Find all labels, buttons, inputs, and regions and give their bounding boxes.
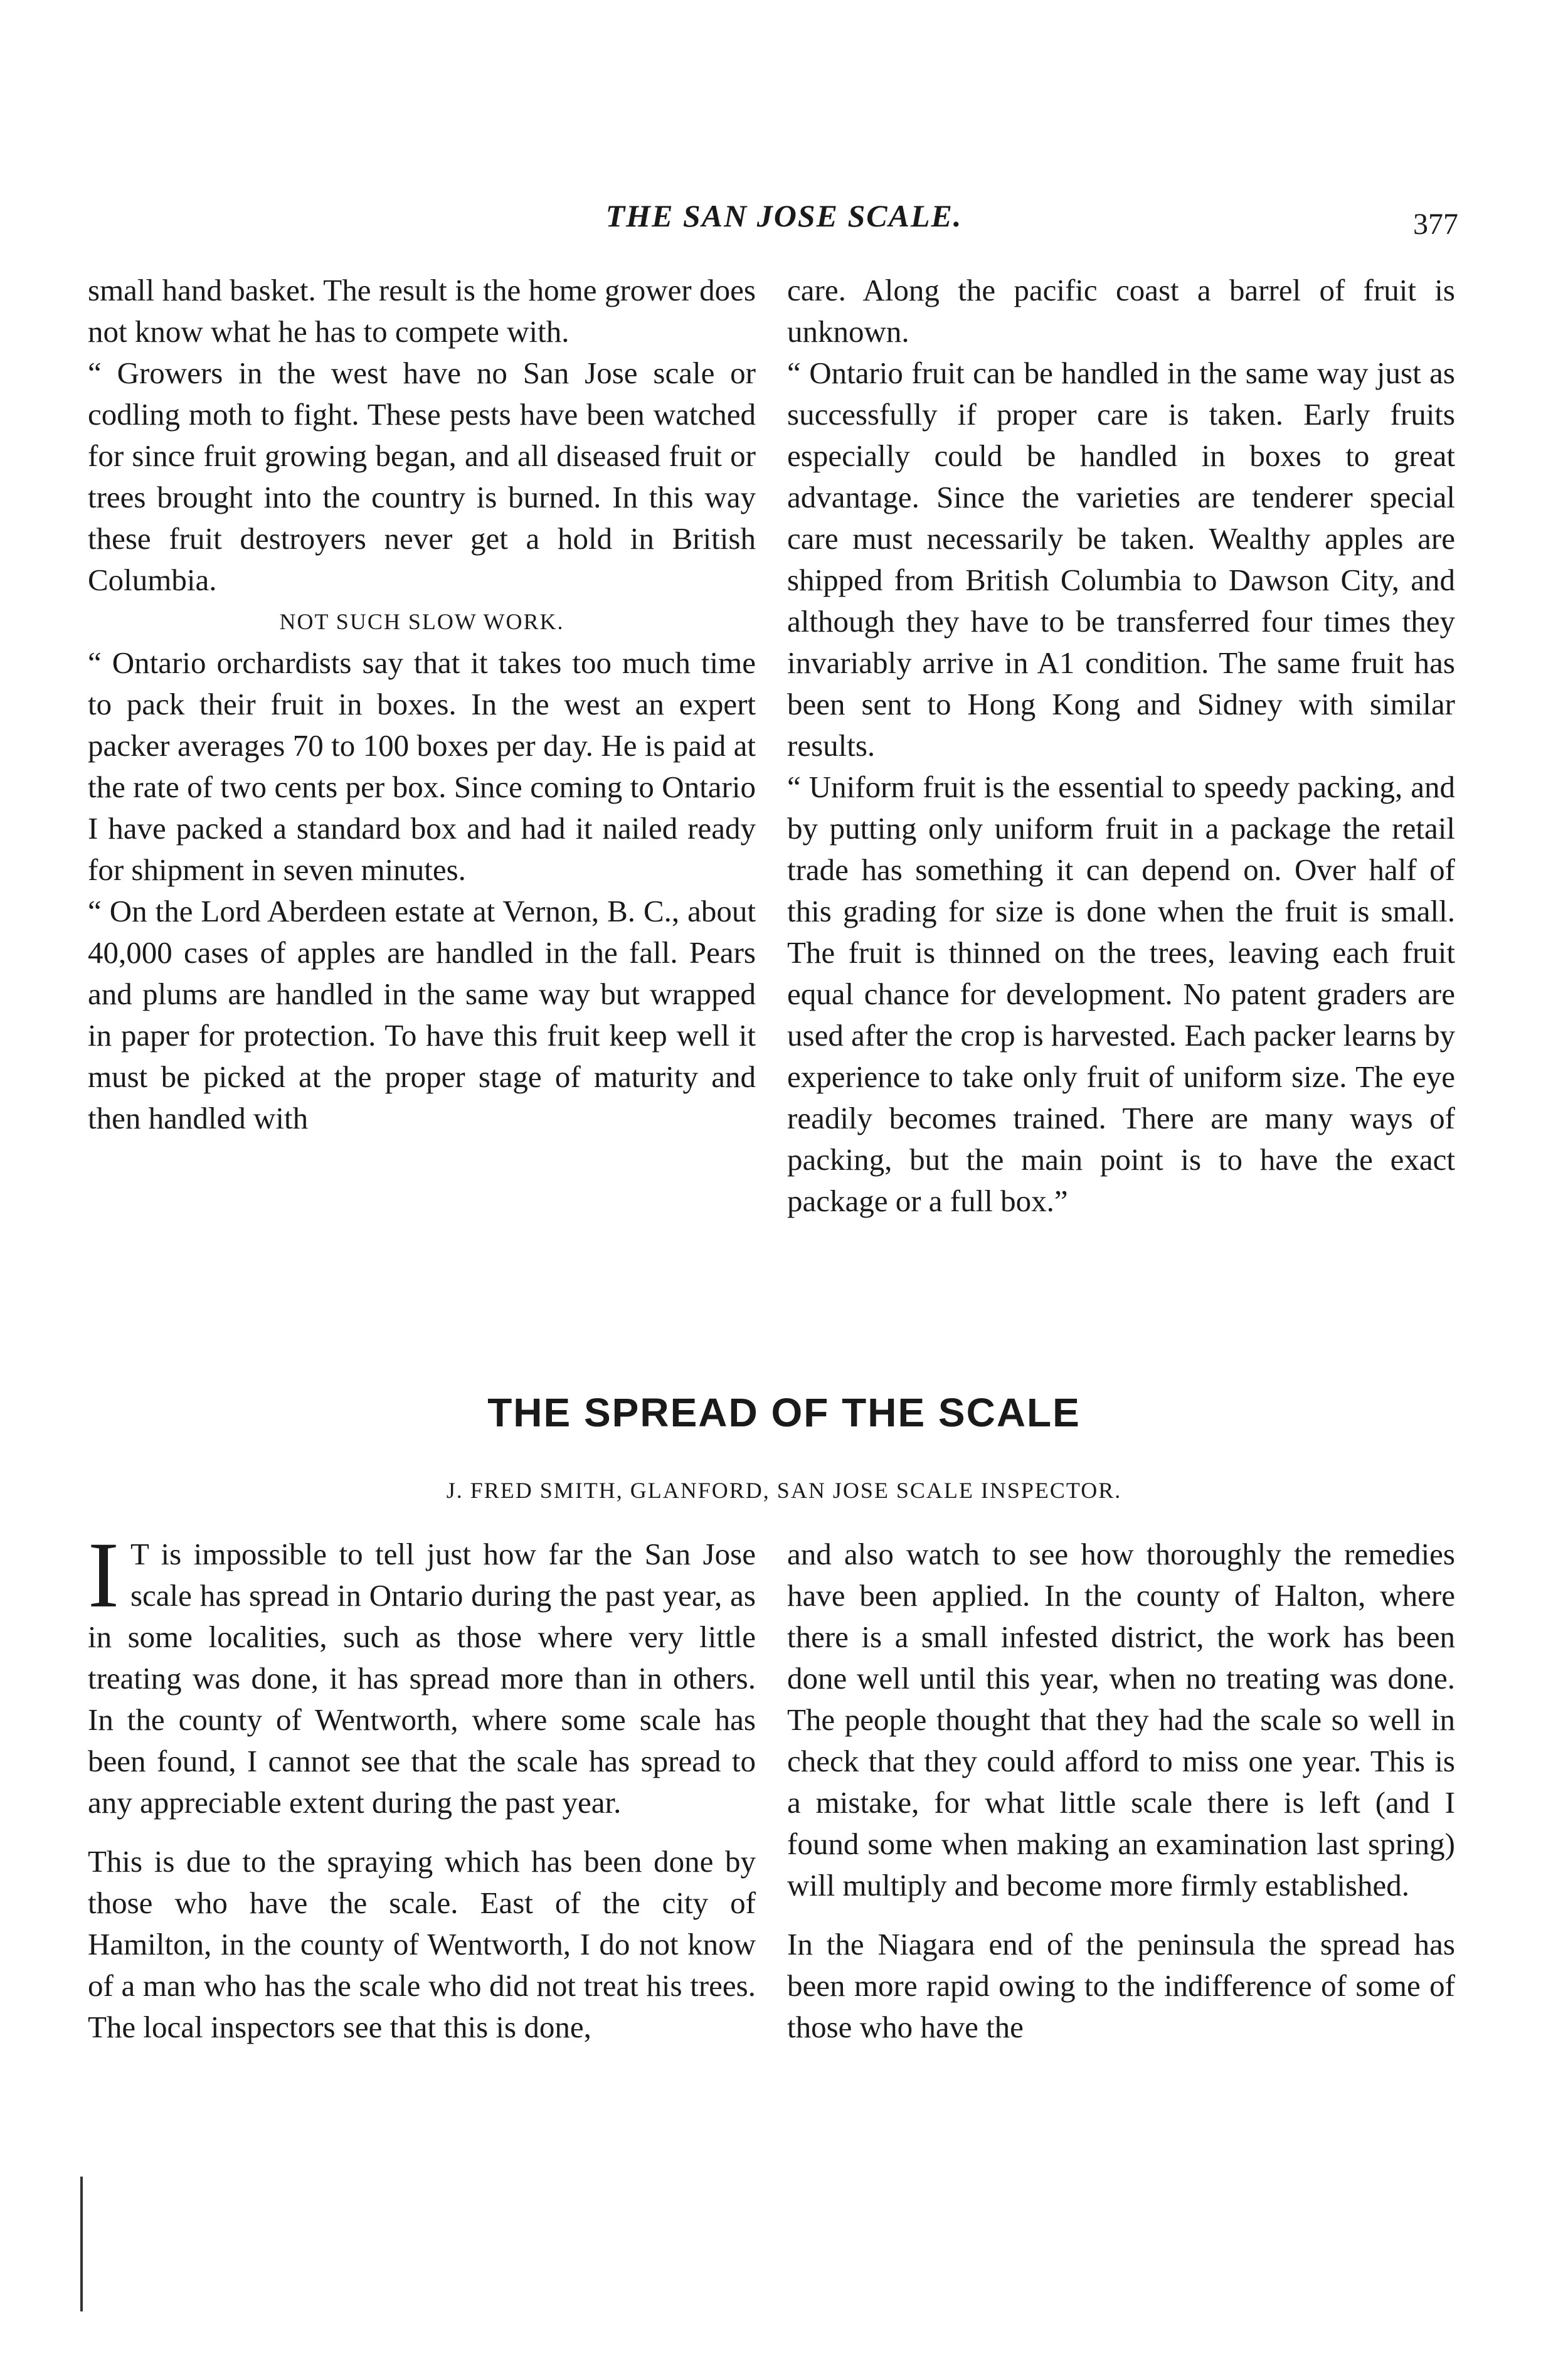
article-byline: J. FRED SMITH, GLANFORD, SAN JOSE SCALE INSPECTOR. [446, 1478, 1122, 1503]
paragraph: small hand basket. The result is the home grower does not know what he has to compete with. [88, 273, 756, 349]
article-left-column [88, 1523, 756, 2048]
previous-article-left-column [88, 270, 756, 1139]
paragraph [88, 1523, 756, 1823]
paragraph: “ Growers in the west have no San Jose scale or codling moth to fight. These pests have been watched for since fruit growing began, and all diseased fruit or trees brought into the country is burned. In this way these fruit destroyers never get a hold in British Columbia. [88, 356, 756, 597]
paragraph: care. Along the pacific coast a barrel of fruit is unknown. [787, 273, 1455, 349]
paragraph: In the Niagara end of the peninsula the spread has been more rapid owing to the indifference of some of those who have the [787, 1927, 1455, 2044]
paragraph: “ Uniform fruit is the essential to speedy packing, and by putting only uniform fruit in a package the retail trade has something it can depend on. Over half of this grading for size is done when the fruit is small. The fruit is thinned on the trees, leaving each fruit equal chance for development. No patent graders are used after the crop is harvested. Each packer learns by experience to take only fruit of uniform size. The eye readily becomes trained. There are many ways of packing, but the main point is to have the exact package or a full box.” [787, 770, 1455, 1218]
paragraph: This is due to the spraying which has been done by those who have the scale. East of the city of Hamilton, in the county of Wentworth, I do not know of a man who has the scale who did not treat his trees. The local inspectors see that this is done, [88, 1844, 756, 2044]
previous-article-right-column [787, 270, 1455, 1222]
paragraph-text: T is impossible to tell just how far the San Jose scale has spread in Ontario during the past year, as in some localities, such as those where very little treating was done, it has spread more than in others. In the county of Wentworth, where some scale has been found, I cannot see that the scale has spread to any appreciable extent during the past year. [88, 1537, 756, 1820]
section-subheading: NOT SUCH SLOW WORK. [279, 609, 564, 634]
margin-rule [80, 2177, 83, 2311]
paragraph: and also watch to see how thoroughly the remedies have been applied. In the county of Halton, where there is a small infested district, the work has been done well until this year, when no treating was done. The people thought that they had the scale so well in check that they could afford to miss one year. This is a mistake, for what little scale there is left (and I found some when making an examination last spring) will multiply and become more firmly established. [787, 1537, 1455, 1902]
article-title: THE SPREAD OF THE SCALE [487, 1390, 1081, 1435]
paragraph: “ On the Lord Aberdeen estate at Vernon, B. C., about 40,000 cases of apples are handled in the fall. Pears and plums are handled in the same way but wrapped in paper for protection. To have this fruit keep well it must be picked at the proper stage of maturity and then handled with [88, 894, 756, 1135]
drop-cap: I [88, 1523, 119, 1627]
paragraph: “ Ontario fruit can be handled in the same way just as successfully if proper care is taken. Early fruits especially could be handled in boxes to great advantage. Since the varieties are tenderer special care must necessarily be taken. Wealthy apples are shipped from British Columbia to Dawson City, and although they have to be transferred four times they invariably arrive in A1 condition. The same fruit has been sent to Hong Kong and Sidney with similar results. [787, 356, 1455, 763]
page-number: 377 [1413, 208, 1458, 241]
running-title: THE SAN JOSE SCALE. [605, 198, 963, 233]
article-right-column [787, 1534, 1455, 2048]
paragraph: “ Ontario orchardists say that it takes too much time to pack their fruit in boxes. In the west an expert packer averages 70 to 100 boxes per day. He is paid at the rate of two cents per box. Since coming to Ontario I have packed a standard box and had it nailed ready for shipment in seven minutes. [88, 645, 756, 887]
